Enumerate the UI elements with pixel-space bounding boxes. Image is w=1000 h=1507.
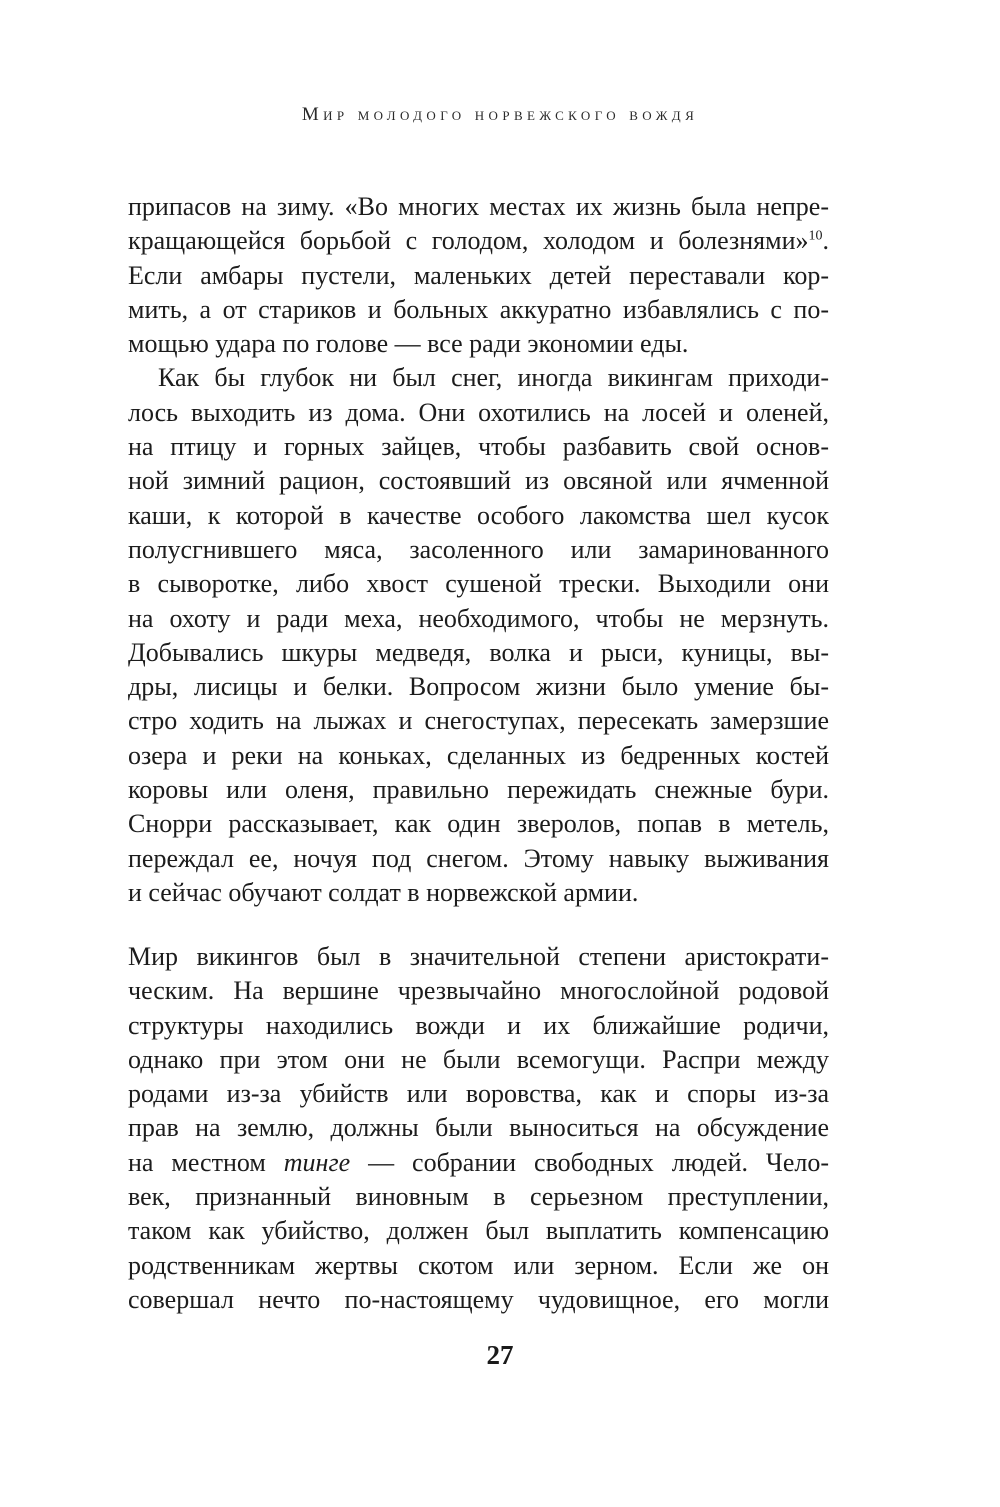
text-line: Снорри рассказывает, как один зверолов, попав в метель, [128, 809, 829, 839]
text-line: прав на землю, должны были выноситься на обсуждение [128, 1113, 829, 1143]
text-line: каши, к которой в качестве особого лакомства шел кусок [128, 500, 829, 530]
text-line: однако при этом они не были всемогущи. Распри между [128, 1044, 829, 1074]
paragraph-block-1 [128, 190, 829, 910]
text-line: совершал нечто по-настоящему чудовищное, его могли [128, 1284, 829, 1314]
text-line: век, признанный виновным в серьезном преступлении, [128, 1182, 829, 1212]
text-line: и сейчас обучают солдат в норвежской армии. [128, 877, 639, 907]
text-fragment: на местном [128, 1147, 266, 1177]
text-line: структуры находились вожди и их ближайшие родичи, [128, 1010, 829, 1040]
paragraph-block-2 [128, 940, 829, 1317]
text-line: на охоту и ради меха, необходимого, чтобы не мерзнуть. [128, 603, 829, 633]
text-fragment: . [822, 226, 829, 256]
text-line: озера и реки на коньках, сделанных из бедренных костей [128, 740, 829, 770]
text-line: мить, а от стариков и больных аккуратно избавлялись с по- [128, 294, 829, 324]
text-line: Если амбары пустели, маленьких детей переставали кор- [128, 260, 829, 290]
text-line: Мир викингов был в значительной степени аристократи- [128, 942, 829, 971]
page-number: 27 [486, 1340, 514, 1370]
text-line: родственникам жертвы скотом или зерном. Если же он [128, 1250, 829, 1280]
text-line: ной зимний рацион, состоявший из овсяной или ячменной [128, 466, 829, 496]
text-line-with-italic [128, 1146, 829, 1180]
text-line: коровы или оленя, правильно пережидать снежные бури. [128, 775, 829, 805]
text-line: дры, лисицы и белки. Вопросом жизни было умение бы- [128, 672, 829, 702]
text-line: полусгнившего мяса, засоленного или замаринованного [128, 534, 829, 564]
text-line: на птицу и горных зайцев, чтобы разбавить свой основ- [128, 432, 829, 462]
text-line: ческим. На вершине чрезвычайно многослойной родовой [128, 976, 829, 1006]
running-header: Мир молодого норвежского вождя [301, 104, 699, 125]
text-line: в сыворотке, либо хвост сушеной трески. Выходили они [128, 569, 829, 599]
text-line-with-footnote [128, 224, 829, 258]
text-line: переждал ее, ночуя под снегом. Этому навыку выживания [128, 843, 829, 873]
text-fragment: кращающейся борьбой с голодом, холодом и болезнями» [128, 226, 809, 256]
text-line: стро ходить на лыжах и снегоступах, пересекать замерзшие [128, 706, 829, 736]
text-line: лось выходить из дома. Они охотились на лосей и оленей, [128, 397, 829, 427]
text-line: Как бы глубок ни был снег, иногда викингам приходи- [158, 363, 829, 393]
text-line: Добывались шкуры медведя, волка и рыси, куницы, вы- [128, 637, 829, 667]
text-line: таком как убийство, должен был выплатить компенсацию [128, 1216, 829, 1246]
text-line: мощью удара по голове — все ради экономии еды. [128, 329, 689, 359]
text-line: родами из-за убийств или воровства, как и споры из-за [128, 1079, 829, 1109]
footnote-marker[interactable]: 10 [808, 228, 823, 244]
text-line: припасов на зиму. «Во многих местах их жизнь была непре- [128, 192, 829, 221]
italic-term: тинге [283, 1147, 351, 1177]
text-fragment: — собрании свободных людей. Чело- [368, 1147, 829, 1177]
